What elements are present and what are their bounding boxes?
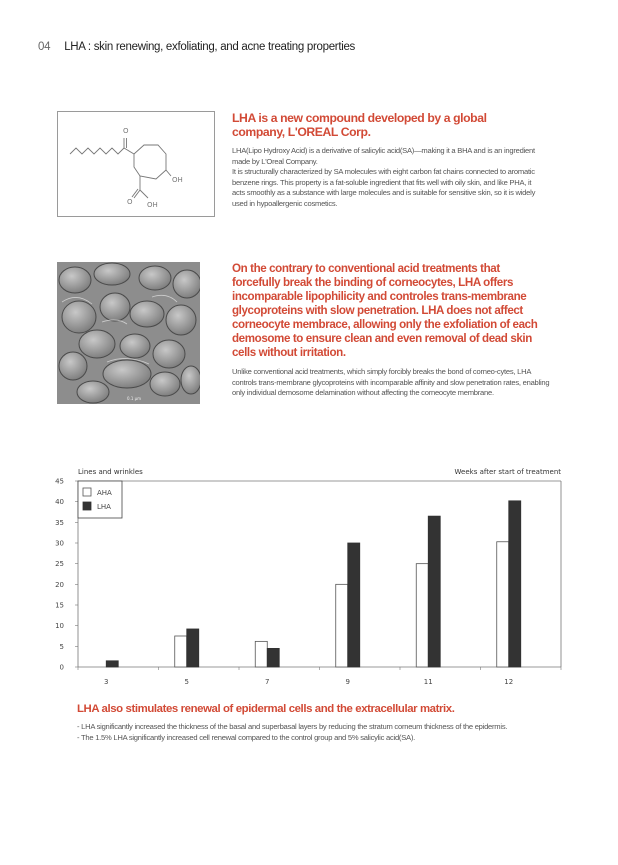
ketone-o-label: O xyxy=(123,127,129,135)
bar-lha-week-11 xyxy=(428,516,440,667)
section-exfoliation xyxy=(232,262,550,399)
legend-label-lha: LHA xyxy=(97,503,111,511)
x-tick-label: 7 xyxy=(265,678,270,686)
x-tick-label: 3 xyxy=(104,678,109,686)
acid-oh-label: OH xyxy=(147,201,158,209)
y-tick-label: 25 xyxy=(55,560,64,569)
legend-swatch-lha xyxy=(83,502,91,510)
section-loreal-compound xyxy=(232,111,542,210)
bar-aha-week-5 xyxy=(175,636,187,667)
page-header xyxy=(38,41,355,53)
y-tick-label: 15 xyxy=(55,601,64,610)
y-tick-label: 10 xyxy=(55,622,64,631)
y-tick-label: 35 xyxy=(55,518,64,527)
x-axis-label: Weeks after start of treatment xyxy=(454,468,561,476)
y-tick-label: 20 xyxy=(55,580,64,589)
hydroxyl-label: OH xyxy=(172,176,183,184)
section1-paragraph: It is structurally characterized by SA molecules with eight carbon fat chains connected to aromatic benzene rings. This property is a fat-soluble ingredient that fits well with oily skin, and like PHA, it acts smoothly as a substance with large molecules and is suitable for sensitive skin, so it is widely used in hypoallergenic cosmetics. xyxy=(232,167,536,208)
section1-body xyxy=(232,146,542,210)
legend-swatch-aha xyxy=(83,488,91,496)
bar-lha-week-7 xyxy=(267,648,279,667)
legend-box xyxy=(78,481,122,518)
y-tick-label: 5 xyxy=(59,642,64,651)
y-tick-label: 0 xyxy=(59,663,64,672)
section3-title: LHA also stimulates renewal of epidermal cells and the extracellular matrix. xyxy=(77,703,455,715)
bar-aha-week-12 xyxy=(497,542,509,667)
x-tick-label: 12 xyxy=(504,678,514,686)
bar-aha-week-9 xyxy=(336,584,348,667)
bar-lha-week-12 xyxy=(509,501,521,667)
lha-molecule-diagram xyxy=(57,111,215,217)
lines-wrinkles-chart xyxy=(50,462,570,692)
bar-lha-week-9 xyxy=(348,543,360,667)
y-tick-label: 40 xyxy=(55,498,64,507)
section3-bullet: - LHA significantly increased the thickness of the basal and superbasal layers by reducing the stratum corneum thickness of the epidermis. xyxy=(77,722,508,731)
section-renewal xyxy=(77,702,517,743)
corneocyte-micrograph xyxy=(57,262,200,404)
y-tick-label: 30 xyxy=(55,539,64,548)
section3-bullet: - The 1.5% LHA significantly increased cell renewal compared to the control group and 5% salicylic acid(SA). xyxy=(77,732,415,742)
y-axis-label: Lines and wrinkles xyxy=(78,468,143,476)
page-title: LHA : skin renewing, exfoliating, and acne treating properties xyxy=(64,41,356,53)
bar-aha-week-7 xyxy=(255,641,267,667)
y-tick-label: 45 xyxy=(55,477,64,486)
page-number: 04 xyxy=(38,41,51,53)
section2-title: On the contrary to conventional acid treatments that forcefully break the binding of corneocytes, LHA offers incomparable lipophilicity and controles trans-membrane glycoproteins with slow penetration. LHA does not affect corneocyte membrace, allowing only the exfoliation of each demosome to ensure clean and even removal of dead skin cells without irritation. xyxy=(232,262,538,359)
chart-legend xyxy=(78,481,122,518)
bar-lha-week-3 xyxy=(106,661,118,667)
section1-paragraph: LHA(Lipo Hydroxy Acid) is a derivative of salicylic acid(SA)—making it a BHA and is an ingredient made by L'Oreal Company. xyxy=(232,146,535,166)
micrograph-image xyxy=(57,262,200,404)
section2-body: Unlike conventional acid treatments, which simply forcibly breaks the bond of corneo-cytes, LHA controls trans-membrane glycoproteins with incomparable affinity and slow penetration rates, enabling only individual demosome delamination without affecting the corneocyte membrane. xyxy=(232,367,550,398)
molecule-structure-icon xyxy=(58,112,214,216)
x-tick-label: 5 xyxy=(184,678,189,686)
legend-label-aha: AHA xyxy=(97,489,112,497)
bar-chart xyxy=(50,462,570,692)
acid-o-label: O xyxy=(127,198,133,206)
x-tick-label: 11 xyxy=(423,678,433,686)
micrograph-scale-label: 0.1 µm xyxy=(127,396,142,401)
section3-body xyxy=(77,722,517,743)
bar-aha-week-11 xyxy=(416,564,428,667)
bar-lha-week-5 xyxy=(187,629,199,667)
section1-title: LHA is a new compound developed by a global company, L'OREAL Corp. xyxy=(232,111,487,139)
x-tick-label: 9 xyxy=(345,678,350,686)
